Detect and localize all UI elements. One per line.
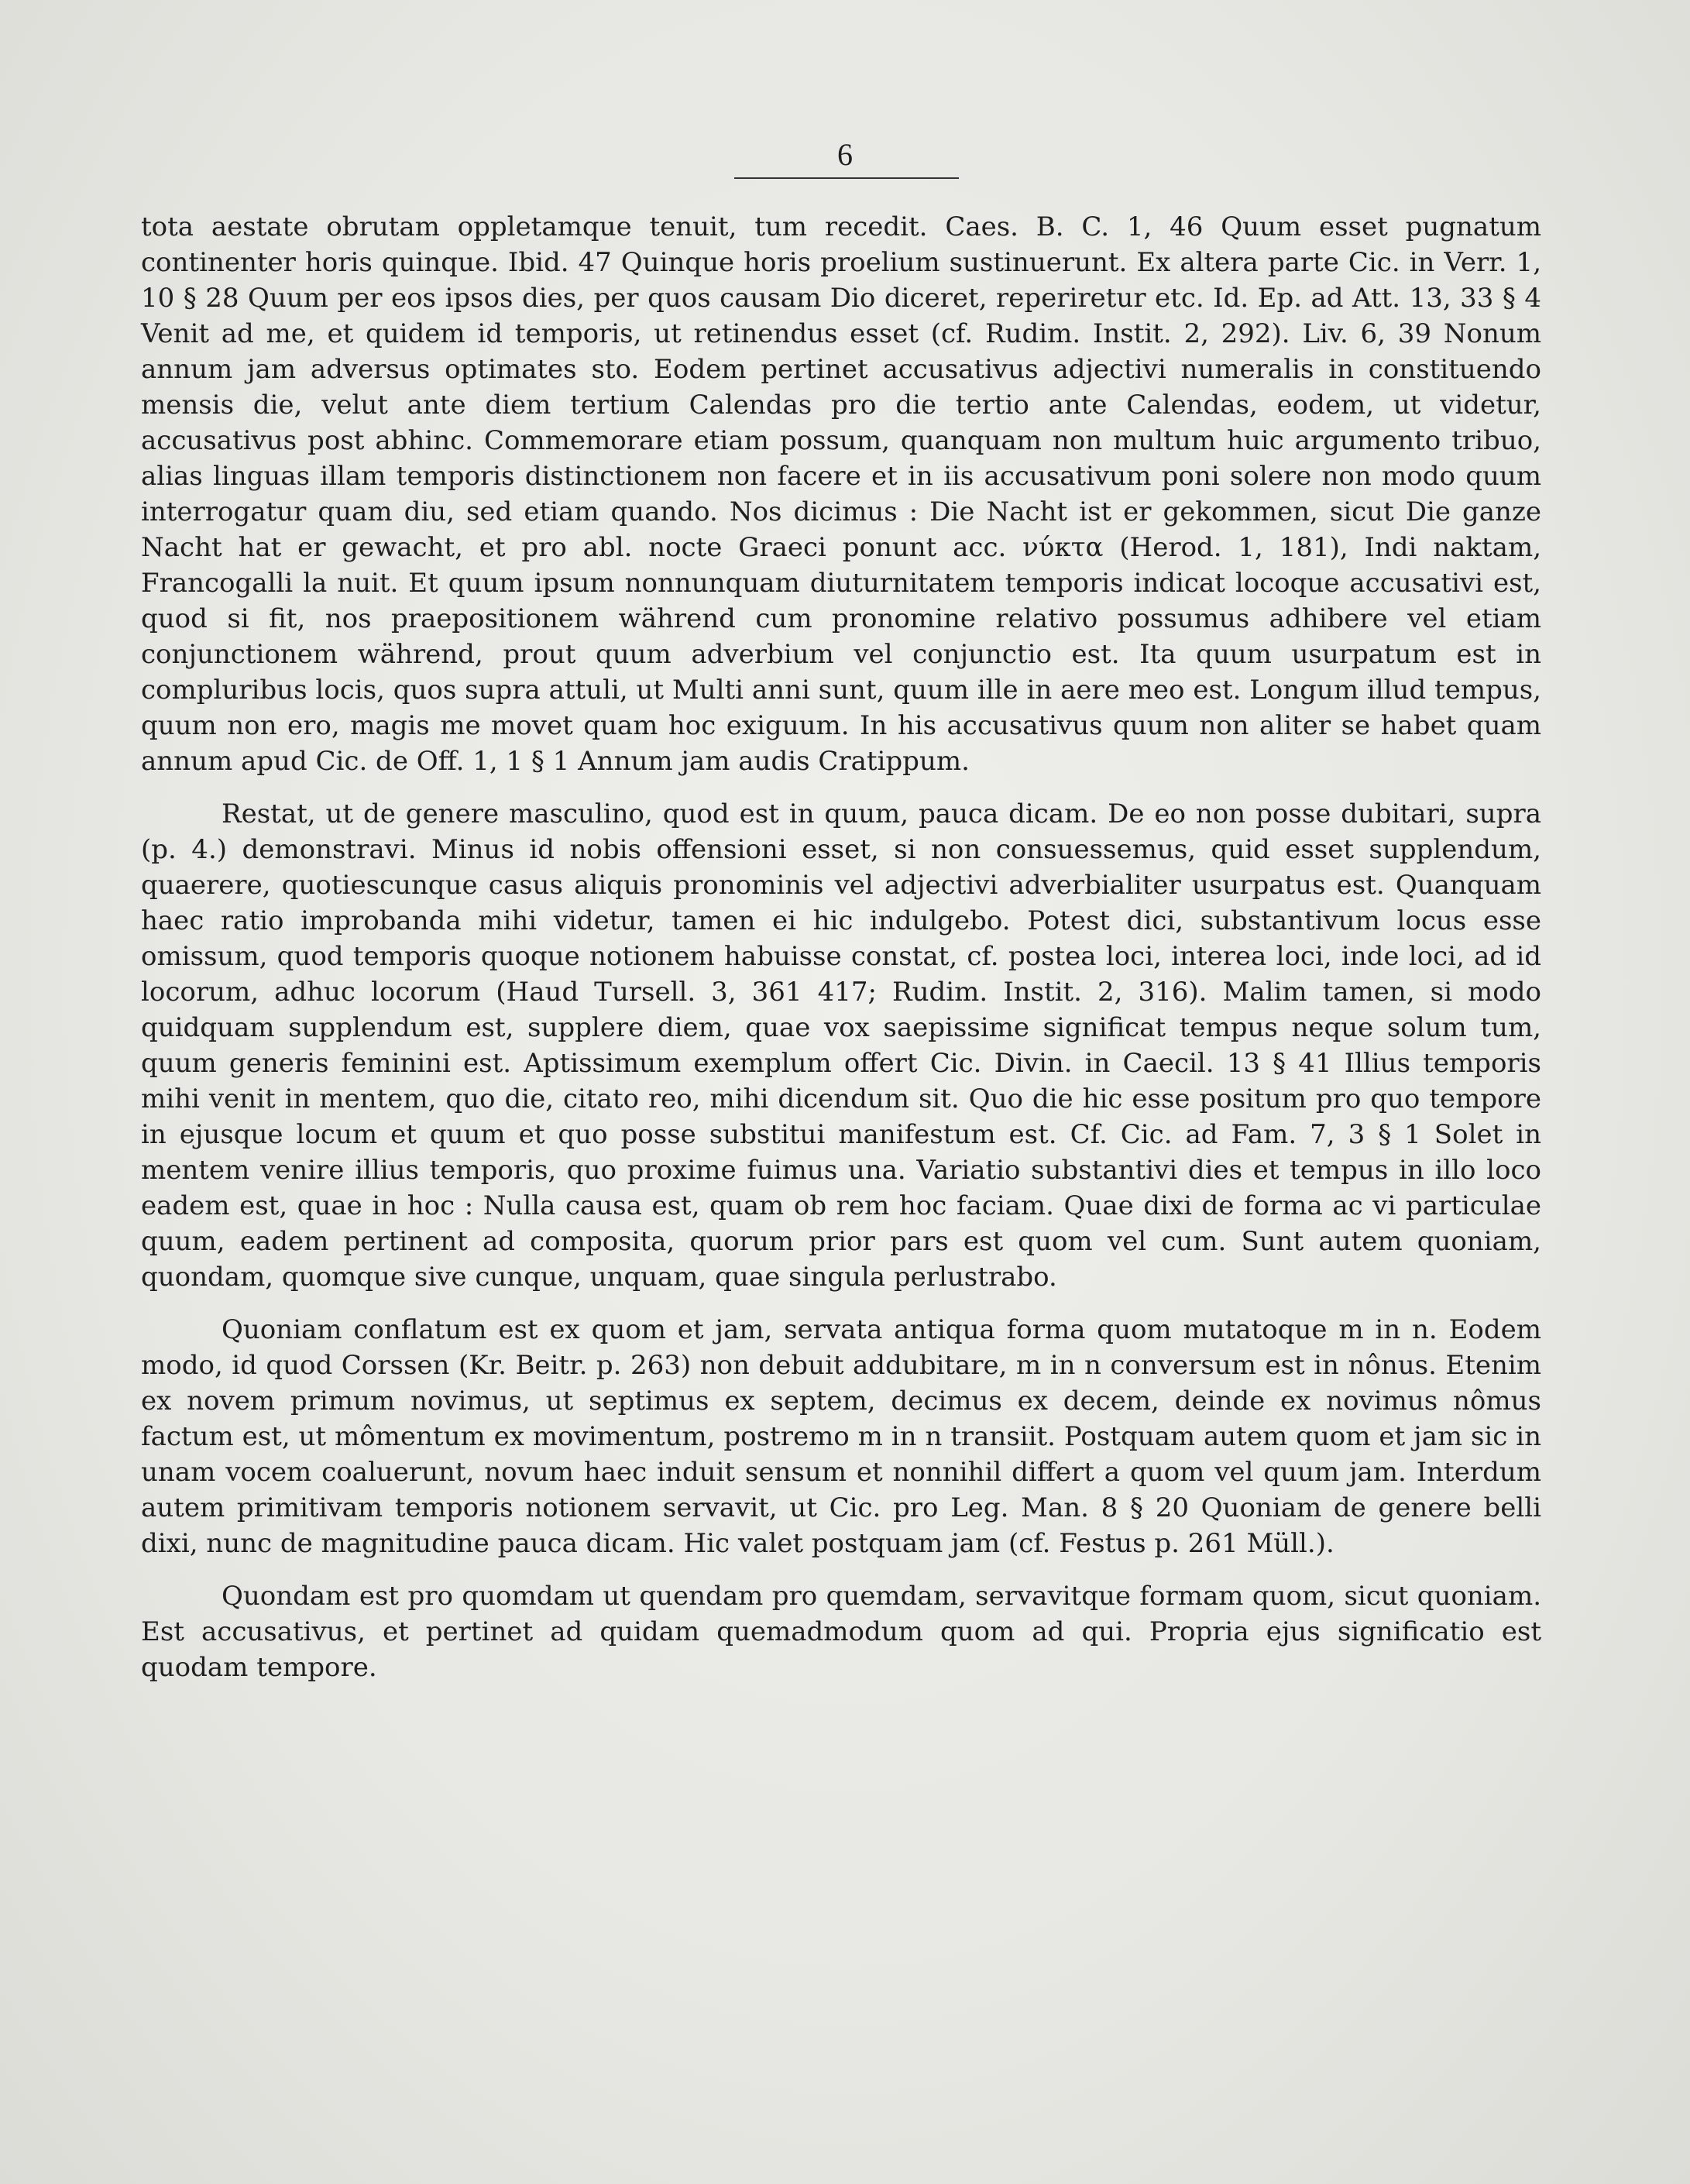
paragraph-4: Quondam est pro quomdam ut quendam pro quemdam, servavitque formam quom, sicut quoniam. Est accusativus, et pertinet ad quidam quemadmodum quom ad qui. Propria ejus significatio est quodam tempore. (141, 1581, 1541, 1683)
page-number: 6 (837, 137, 853, 172)
paragraph-2: Restat, ut de genere masculino, quod est in quum, pauca dicam. De eo non posse dubitari, supra (p. 4.) demonstravi. Minus id nobis offensioni esset, si non consuessemus, quid esset supplendum, quaerere, quotiescunque casus aliquis pronominis vel adjectivi adverbialiter usurpatus est. Quanquam haec ratio improbanda mihi videtur, tamen ei hic indulgebo. Potest dici, substantivum locus esse omissum, quod temporis quoque notionem habuisse constat, cf. postea loci, interea loci, inde loci, ad id locorum, adhuc locorum (Haud Tursell. 3, 361 417; Rudim. Instit. 2, 316). Malim tamen, si modo quidquam supplendum est, supplere diem, quae vox saepissime significat tempus neque solum tum, quum generis feminini est. Aptissimum exemplum offert Cic. Divin. in Caecil. 13 § 41 Illius temporis mihi venit in mentem, quo die, citato reo, mihi dicendum sit. Quo die hic esse positum pro quo tempore in ejusque locum et quum et quo posse substitui manifestum est. Cf. Cic. ad Fam. 7, 3 § 1 Solet in mentem venire illius temporis, quo proxime fuimus una. Variatio substantivi dies et tempus in illo loco eadem est, quae in hoc : Nulla causa est, quam ob rem hoc faciam. Quae dixi de forma ac vi particulae quum, eadem pertinent ad composita, quorum prior pars est quom vel cum. Sunt autem quoniam, quondam, quomque sive cunque, unquam, quae singula perlustrabo. (141, 798, 1541, 1293)
paragraph-1: tota aestate obrutam oppletamque tenuit, tum recedit. Caes. B. C. 1, 46 Quum esset pugnatum continenter horis quinque. Ibid. 47 Quinque horis proelium sustinuerunt. Ex altera parte Cic. in Verr. 1, 10 § 28 Quum per eos ipsos dies, per quos causam Dio diceret, reperiretur etc. Id. Ep. ad Att. 13, 33 § 4 Venit ad me, et quidem id temporis, ut retinendus esset (cf. Rudim. Instit. 2, 292). Liv. 6, 39 Nonum annum jam adversus optimates sto. Eodem pertinet accusativus adjectivi numeralis in constituendo mensis die, velut ante diem tertium Calendas pro die tertio ante Calendas, eodem, ut videtur, accusativus post abhinc. Commemorare etiam possum, quanquam non multum huic argumento tribuo, alias linguas illam temporis distinctionem non facere et in iis accusativum poni solere non modo quum interrogatur quam diu, sed etiam quando. Nos dicimus : Die Nacht ist er gekommen, sicut Die ganze Nacht hat er gewacht, et pro abl. nocte Graeci ponunt acc. νύκτα (Herod. 1, 181), Indi naktam, Francogalli la nuit. Et quum ipsum nonnunquam diuturnitatem temporis indicat locoque accusativi est, quod si fit, nos praepositionem während cum pronomine relativo possumus adhibere vel etiam conjunctionem während, prout quum adverbium vel conjunctio est. Ita quum usurpatum est in compluribus locis, quos supra attuli, ut Multi anni sunt, quum ille in aere meo est. Longum illud tempus, quum non ero, magis me movet quam hoc exiguum. In his accusativus quum non aliter se habet quam annum apud Cic. de Off. 1, 1 § 1 Annum jam audis Cratippum. (141, 211, 1541, 777)
header-rule (734, 177, 959, 179)
body-text (141, 209, 1541, 1685)
paragraph-3: Quoniam conflatum est ex quom et jam, servata antiqua forma quom mutatoque m in n. Eodem modo, id quod Corssen (Kr. Beitr. p. 263) non debuit addubitare, m in n conversum est in nônus. Etenim ex novem primum novimus, ut septimus ex septem, decimus ex decem, deinde ex novimus nômus factum est, ut mômentum ex movimentum, postremo m in n transiit. Postquam autem quom et jam sic in unam vocem coaluerunt, novum haec induit sensum et nonnihil differt a quom vel quum jam. Interdum autem primitivam temporis notionem servavit, ut Cic. pro Leg. Man. 8 § 20 Quoniam de genere belli dixi, nunc de magnitudine pauca dicam. Hic valet postquam jam (cf. Festus p. 261 Müll.). (141, 1314, 1541, 1559)
